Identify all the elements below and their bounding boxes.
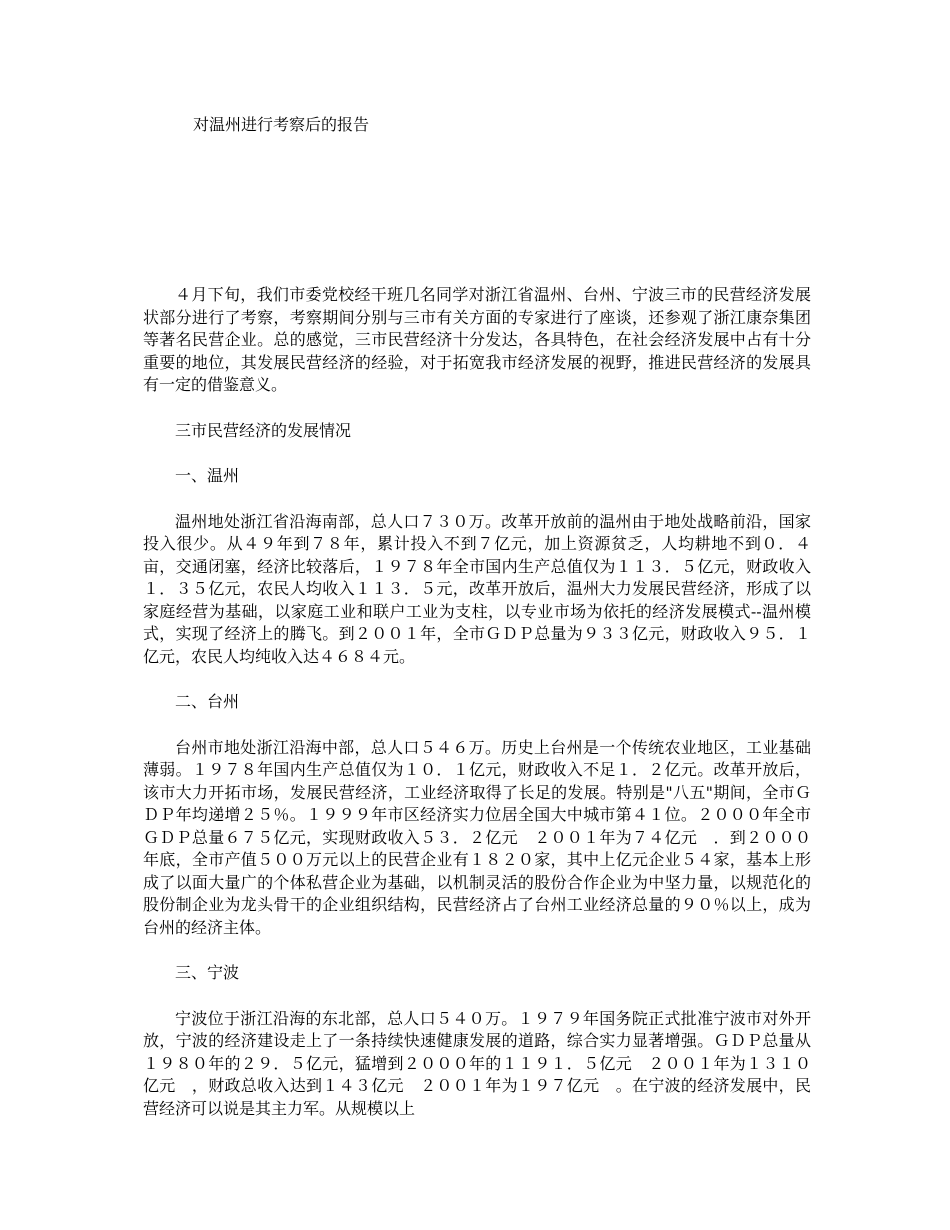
wenzhou-paragraph: 温州地处浙江省沿海南部，总人口７３０万。改革开放前的温州由于地处战略前沿，国家投入很少。从４９年到７８年，累计投入不到７亿元，加上资源贫乏，人均耕地不到０．４亩，交通闭塞，经济比较落后，１９７８年全市国内生产总值仅为１１３．５亿元，财政收入１．３５亿元，农民人均收入１１３．５元，改革开放后，温州大力发展民营经济，形成了以家庭经营为基础，以家庭工业和联户工业为支柱，以专业市场为依托的经济发展模式--温州模式，实现了经济上的腾飞。到２００１年，全市ＧＤＰ总量为９３３亿元，财政收入９５．１亿元，农民人均纯收入达４６８４元。 (143, 511, 811, 666)
section-heading: 三市民营经济的发展情况 (175, 420, 352, 440)
document-body (143, 284, 811, 1143)
intro-paragraph: ４月下旬，我们市委党校经干班几名同学对浙江省温州、台州、宁波三市的民营经济发展状部分进行了考察，考察期间分别与三市有关方面的专家进行了座谈，还参观了浙江康奈集团等著名民营企业。总的感觉，三市民营经济十分发达，各具特色，在社会经济发展中占有十分重要的地位，其发展民营经济的经验，对于拓宽我市经济发展的视野，推进民营经济的发展具有一定的借鉴意义。 (143, 285, 811, 394)
ningbo-heading: 三、宁波 (175, 963, 240, 982)
document-title: 对温州进行考察后的报告 (193, 115, 370, 134)
taizhou-heading: 二、台州 (175, 692, 240, 711)
ningbo-paragraph: 宁波位于浙江沿海的东北部，总人口５４０万。１９７９年国务院正式批准宁波市对外开放，宁波的经济建设走上了一条持续快速健康发展的道路，综合实力显著增强。ＧＤＰ总量从１９８０年的２９．５亿元，猛增到２０００年的１１９１．５亿元 ２００１年为１３１０亿元 ，财政总收入达到１４３亿元 ２００１年为１９７亿元 。在宁波的经济发展中，民营经济可以说是其主力军。从规模以上 (143, 1008, 811, 1118)
wenzhou-heading: 一、温州 (175, 466, 240, 485)
taizhou-paragraph: 台州市地处浙江沿海中部，总人口５４６万。历史上台州是一个传统农业地区，工业基础薄弱。１９７８年国内生产总值仅为１０．１亿元，财政收入不足１．２亿元。改革开放后，该市大力开拓市场，发展民营经济，工业经济取得了长足的发展。特别是"八五"期间，全市ＧＤＰ年均递增２５％。１９９９年市区经济实力位居全国大中城市第４１位。２０００年全市ＧＤＰ总量６７５亿元，实现财政收入５３．２亿元 ２００１年为７４亿元 ．到２０００年底，全市产值５００万元以上的民营企业有１８２０家，其中上亿元企业５４家，基本上形成了以面大量广的个体私营企业为基础，以机制灵活的股份合作企业为中坚力量，以规范化的股份制企业为龙头骨干的企业组织结构，民营经济占了台州工业经济总量的９０％以上，成为台州的经济主体。 (143, 737, 811, 937)
